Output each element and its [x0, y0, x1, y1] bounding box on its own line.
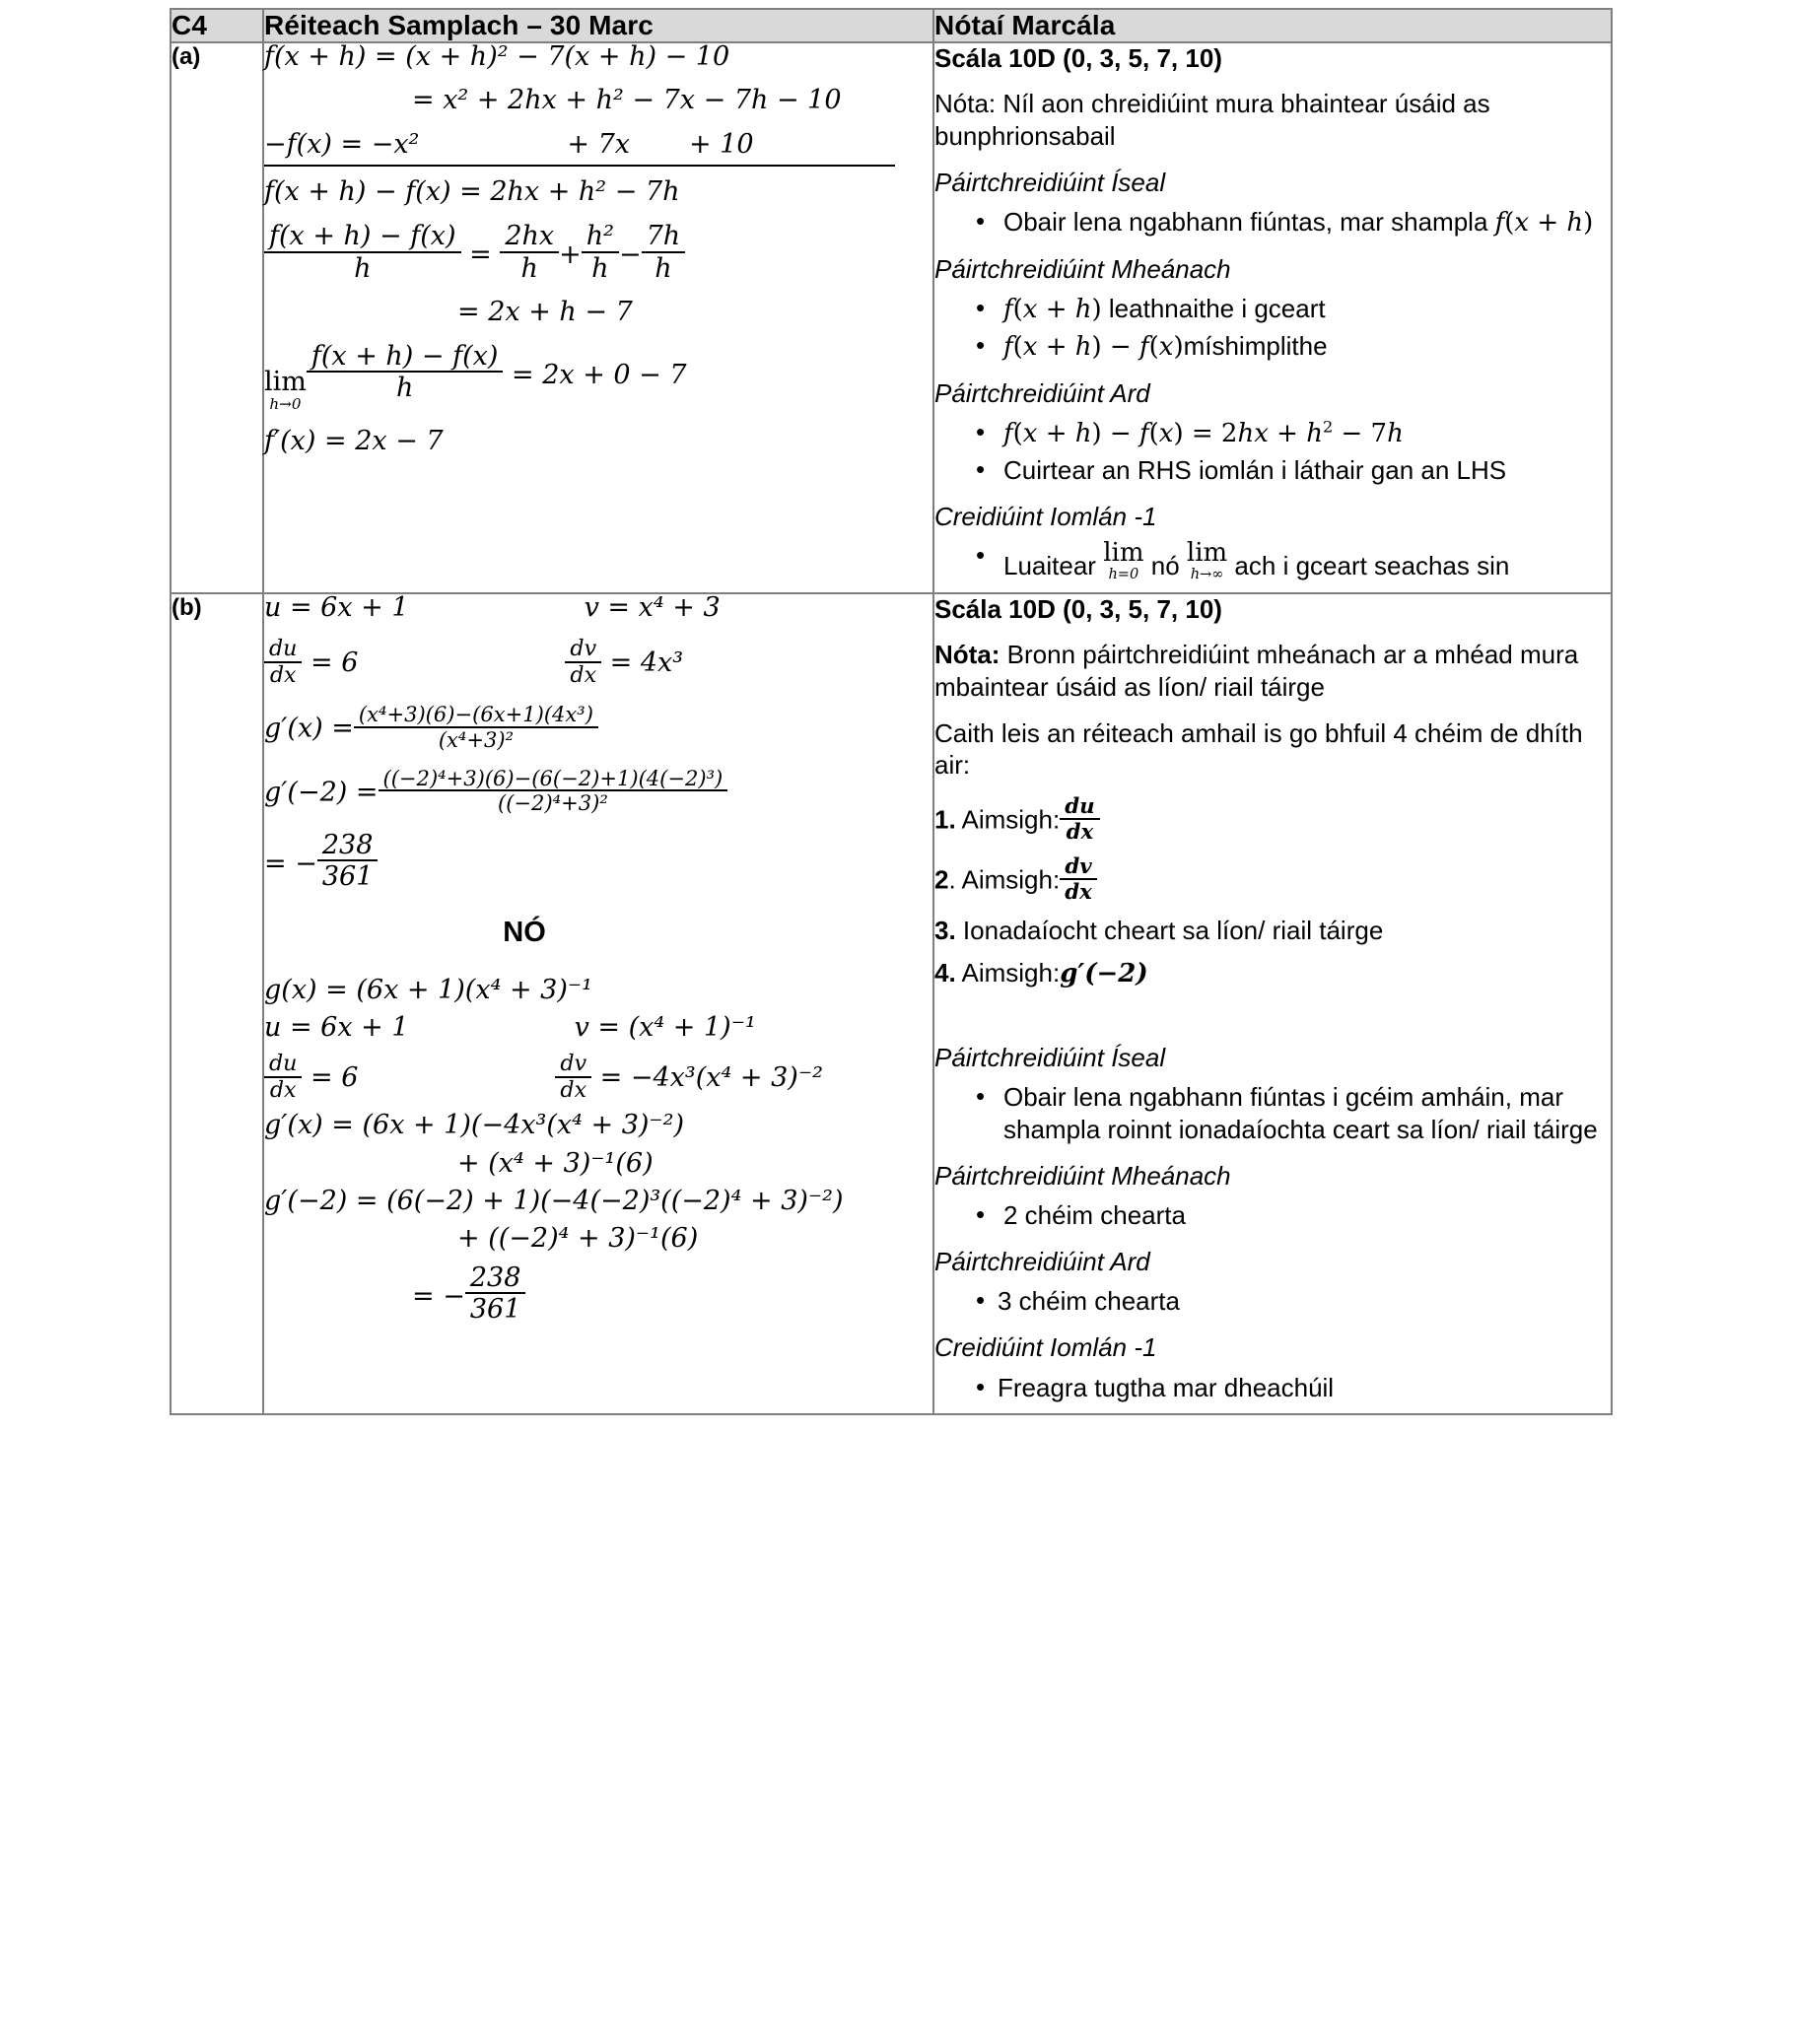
limit-fraction: $\frac{f(x + h) - f(x)}{h}$	[307, 342, 504, 402]
part-a-label: (a)	[172, 43, 201, 70]
limit-operator: lim h→0	[264, 366, 307, 413]
part-a-low-credit-list	[934, 206, 1611, 239]
b-result-line	[264, 831, 932, 891]
b-alt-v: v = (x⁴ + 1)⁻¹	[574, 1012, 756, 1044]
part-b-caith: Caith leis an réiteach amhail is go bhfuil 4 chéim de dhíth air:	[934, 717, 1583, 781]
part-b-notes-cell	[933, 593, 1612, 1414]
fraction-alt-result: $\frac{238}{361}$	[465, 1263, 526, 1324]
step-4: 4. Aimsigh:g′(−2)	[934, 958, 1148, 989]
b-quotient-rule-line	[264, 704, 932, 751]
part-b-label-cell	[171, 593, 263, 1414]
b-alt-product-rule-line-2: + (x⁴ + 3)⁻¹(6)	[457, 1147, 654, 1179]
equation-line-5-difference-quotient: $\frac{f(x + h) - f(x)}{h}$ = $\frac{2hx}{h}$ + $\frac{\text{h²}}{h}$ − $\frac{7h}{h}$	[264, 222, 932, 282]
header-notes-label: Nótaí Marcála	[934, 10, 1116, 40]
step-1: 1. Aimsigh: $\frac{du}{dx}$	[934, 795, 1611, 844]
table-header-row	[171, 9, 1612, 42]
fraction-du-dx: $\frac{du}{dx}$	[264, 638, 302, 688]
part-b-low-credit-list	[934, 1081, 1611, 1146]
header-cell-code	[171, 9, 263, 42]
inline-math-diff: f(x + h) − f(x)	[1003, 332, 1184, 362]
b-u-def: u = 6x + 1	[264, 592, 409, 624]
part-a-scale-heading: Scála 10D (0, 3, 5, 7, 10)	[934, 43, 1222, 73]
fraction-step2-dv-dx: $\frac{dv}{dx}$	[1060, 855, 1097, 904]
part-a-high-credit-list	[934, 417, 1611, 487]
limit-rhs: = 2x + 0 − 7	[512, 360, 687, 391]
inline-math-fxh-2: f(x + h)	[1003, 295, 1102, 325]
part-a-mid-credit-heading: Páirtchreidiúint Mheánach	[934, 253, 1231, 284]
part-b-mid-credit-list	[934, 1199, 1611, 1232]
part-b-nota-label: Nóta:	[934, 640, 1000, 670]
header-cell-solution	[263, 9, 933, 42]
marking-scheme-page	[0, 8, 1793, 2044]
fraction-quotient-rule: $\frac{\text{(x⁴+3)(6)−(6x+1)(4x³)}}{\text{(x⁴+3)²}}$	[354, 704, 598, 751]
part-a-label-cell	[171, 42, 263, 593]
list-item: • 2 chéim chearta	[976, 1199, 1611, 1232]
part-b-full-credit-list	[934, 1372, 1611, 1404]
part-a-notes-cell	[933, 42, 1612, 593]
list-item: • Freagra tugtha mar dheachúil	[976, 1372, 1611, 1404]
inline-math-fxh: f(x + h)	[1494, 208, 1594, 238]
table-header	[171, 9, 1612, 42]
table-row-part-a	[171, 42, 1612, 593]
part-b-nota	[934, 639, 1611, 704]
equation-line-4: f(x + h) − f(x) = 2hx + h² − 7h	[264, 176, 680, 208]
spacer	[934, 1002, 1611, 1028]
b-v-def: v = x⁴ + 3	[584, 592, 721, 624]
b-substituted-line	[264, 765, 932, 816]
step-2: 2. Aimsigh: $\frac{dv}{dx}$	[934, 855, 1611, 904]
part-a-solution-cell	[263, 42, 933, 593]
part-a-full-credit-heading: Creidiúint Iomlán -1	[934, 501, 1157, 531]
list-item: • f(x + h) leathnaithe i gceart	[976, 293, 1611, 326]
part-b-full-credit-heading: Creidiúint Iomlán -1	[934, 1332, 1157, 1363]
part-a-high-credit-heading: Páirtchreidiúint Ard	[934, 377, 1150, 408]
part-b-high-credit-list	[934, 1285, 1611, 1318]
equation-line-3-left: −f(x) = −x²	[264, 128, 420, 160]
part-b-solution-cell	[263, 593, 933, 1414]
b-alt-substituted-line-2: + ((−2)⁴ + 3)⁻¹(6)	[457, 1223, 699, 1255]
b-gprime-lhs: g′(x) =	[264, 713, 354, 744]
header-solution-label: Réiteach Samplach – 30 Marc	[264, 10, 654, 40]
equation-line-3-subtraction	[264, 128, 895, 167]
fraction-substituted: $\frac{\text{((−2)⁴+3)(6)−(6(−2)+1)(4(−2)³)}}{\text{((−2)⁴+3)²}}$	[379, 768, 728, 815]
list-item	[976, 540, 1611, 582]
equation-line-6: = 2x + h − 7	[457, 296, 633, 327]
inline-math-expanded-diff: $f(x + h) - f(x) = 2hx + h^2 - 7h$	[1003, 417, 1404, 449]
header-cell-notes	[933, 9, 1612, 42]
b-dv-rhs: = 4x³	[609, 647, 684, 679]
b-alt-result-line	[264, 1263, 932, 1324]
inline-math-gprime-minus2: g′(−2)	[1060, 959, 1148, 989]
full-credit-suffix: ach i gceart seachas sin	[1234, 551, 1510, 581]
part-a-mid-credit-list	[934, 293, 1611, 364]
b-alt-derivatives-row	[264, 1050, 932, 1103]
b-du-rhs: = 6	[310, 647, 359, 679]
part-b-mid-credit-heading: Páirtchreidiúint Mheánach	[934, 1160, 1231, 1191]
fraction-result: $\frac{238}{361}$	[317, 831, 379, 891]
list-item: • 3 chéim chearta	[976, 1285, 1611, 1318]
part-b-worked-solution	[264, 594, 932, 1324]
equation-line-2: = x² + 2hx + h² − 7x − 7h − 10	[412, 85, 842, 116]
limit-operator-h-to-infinity: lim h→∞	[1186, 538, 1228, 583]
part-a-nota: Nóta: Níl aon chreidiúint mura bhaintear úsáid as bunphrionsabail	[934, 89, 1490, 151]
step-3: 3. Ionadaíocht cheart sa líon/ riail táirge	[934, 916, 1384, 946]
equation-line-8-derivative: f′(x) = 2x − 7	[264, 426, 444, 456]
b-alt-u: u = 6x + 1	[264, 1012, 409, 1044]
marking-scheme-table	[170, 8, 1613, 1415]
full-credit-conjunction: nó	[1150, 551, 1180, 581]
list-item: • Obair lena ngabhann fiúntas i gcéim amháin, mar shampla roinnt ionadaíochta ceart sa líon/ riail táirge	[976, 1081, 1611, 1146]
fraction-alt-du-dx: $\frac{du}{dx}$	[264, 1053, 302, 1103]
b-alt-dv-rhs: = −4x³(x⁴ + 3)⁻²	[599, 1061, 823, 1093]
part-b-high-credit-heading: Páirtchreidiúint Ard	[934, 1246, 1150, 1276]
fraction-term-3: $\frac{7h}{h}$	[642, 222, 686, 282]
equation-line-3-mid: + 7x	[567, 128, 630, 160]
fraction-dv-dx: $\frac{dv}{dx}$	[565, 638, 601, 688]
b-alt-substituted-line-1: g′(−2) = (6(−2) + 1)(−4(−2)³((−2)⁴ + 3)⁻²)	[264, 1186, 844, 1217]
list-item: • Obair lena ngabhann fiúntas, mar shampla f(x + h)	[976, 206, 1611, 239]
b-alt-product-rule-line-1: g′(x) = (6x + 1)(−4x³(x⁴ + 3)⁻²)	[264, 1110, 685, 1141]
part-b-scale-heading: Scála 10D (0, 3, 5, 7, 10)	[934, 594, 1222, 625]
b-result-sign: = −	[264, 849, 317, 880]
b-alt-du-rhs: = 6	[310, 1061, 359, 1093]
fraction-term-1: $\frac{2hx}{h}$	[500, 222, 559, 282]
fraction-step1-du-dx: $\frac{du}{dx}$	[1060, 795, 1099, 844]
part-a-full-credit-list	[934, 540, 1611, 582]
part-b-label: (b)	[172, 594, 202, 622]
header-code-label: C4	[172, 10, 207, 40]
part-b-nota-text: Bronn páirtchreidiúint mheánach ar a mhéad mura mbaintear úsáid as líon/ riail táirge	[934, 640, 1579, 702]
alternative-solution-divider: NÓ	[503, 916, 546, 948]
part-a-low-credit-heading: Páirtchreidiúint Íseal	[934, 167, 1166, 197]
fraction-term-2: $\frac{\text{h²}}{h}$	[582, 222, 619, 282]
list-item	[976, 417, 1611, 450]
table-body	[171, 42, 1612, 1414]
b-alt-u-v-definitions	[264, 1014, 932, 1042]
fraction-alt-dv-dx: $\frac{dv}{dx}$	[555, 1053, 591, 1103]
b-derivatives-row	[264, 638, 932, 688]
equation-line-7-limit	[264, 342, 932, 412]
fraction-lhs: $\frac{f(x + h) - f(x)}{h}$	[264, 222, 461, 282]
full-credit-prefix: Luaitear	[1003, 551, 1096, 581]
list-item: • Cuirtear an RHS iomlán i láthair gan an LHS	[976, 454, 1611, 487]
equation-line-3-right: + 10	[689, 128, 754, 160]
b-alt-g-definition: g(x) = (6x + 1)(x⁴ + 3)⁻¹	[264, 974, 592, 1005]
part-b-steps-list	[934, 795, 1611, 989]
limit-operator-h-equals-0: lim h=0	[1103, 538, 1144, 583]
b-alt-result-sign: = −	[412, 1281, 465, 1313]
part-b-low-credit-heading: Páirtchreidiúint Íseal	[934, 1042, 1166, 1072]
b-u-v-definitions	[264, 594, 932, 622]
equation-line-1: f(x + h) = (x + h)² − 7(x + h) − 10	[264, 41, 730, 72]
table-row-part-b	[171, 593, 1612, 1414]
part-a-worked-solution	[264, 43, 932, 455]
list-item: • f(x + h) − f(x)míshimplithe	[976, 330, 1611, 364]
b-gprime2-lhs: g′(−2) =	[264, 777, 379, 808]
